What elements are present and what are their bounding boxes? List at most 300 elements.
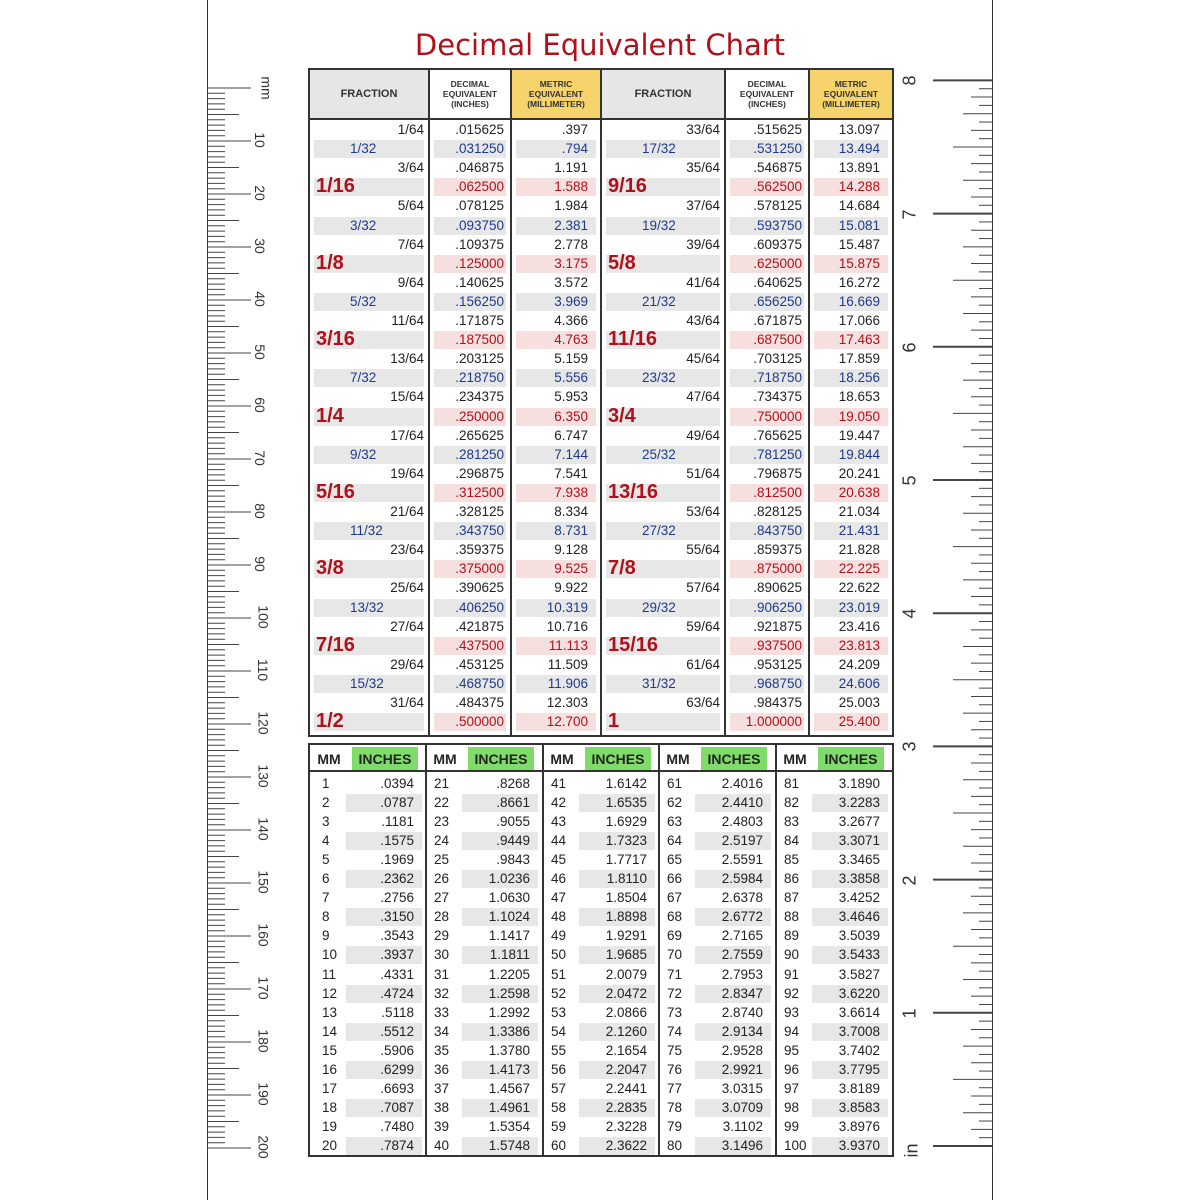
mm-row (426, 851, 542, 870)
inches-value: 2.2441 (605, 1080, 647, 1096)
metric-cell: 21.034 (838, 504, 880, 519)
fraction-cell: 25/32 (642, 446, 676, 462)
inches-header: INCHES (468, 747, 534, 770)
metric-cell: 9.922 (554, 580, 588, 596)
mm-row (776, 908, 892, 927)
decimal-cell: .234375 (455, 389, 504, 405)
fraction-cell: 23/32 (642, 370, 676, 386)
mm-row (543, 794, 659, 813)
fraction-row (310, 293, 892, 312)
decimal-cell: .031250 (455, 141, 504, 157)
mm-row (659, 851, 775, 870)
decimal-cell: .703125 (753, 351, 802, 367)
mm-tick-label: 190 (255, 1082, 272, 1106)
inches-value: .4331 (380, 966, 414, 982)
inch-ruler (900, 0, 993, 1200)
fraction-cell: 5/8 (608, 251, 636, 274)
metric-cell: 1.588 (554, 179, 588, 195)
metric-cell: 13.494 (838, 141, 880, 157)
inches-value: .9055 (496, 814, 530, 830)
decimal-cell: .109375 (455, 236, 504, 252)
mm-row (310, 927, 426, 946)
mm-row (310, 813, 426, 832)
inches-value: 1.0236 (488, 871, 530, 887)
fraction-cell: 61/64 (686, 656, 720, 672)
mm-value: 11 (322, 966, 337, 982)
mm-row (659, 1099, 775, 1118)
decimal-cell: .828125 (753, 504, 802, 519)
mm-value: 85 (784, 852, 800, 868)
fraction-row (310, 328, 892, 351)
decimal-header: DECIMAL EQUIVALENT (INCHES) (442, 79, 498, 109)
fraction-cell: 7/8 (608, 557, 636, 580)
mm-row (543, 966, 659, 985)
decimal-cell: .750000 (753, 408, 802, 424)
mm-tick-label: 160 (255, 923, 272, 947)
mm-value: 53 (551, 1004, 567, 1020)
inches-value: .7874 (380, 1137, 414, 1153)
fraction-cell: 1/4 (316, 404, 344, 427)
fraction-row (310, 350, 892, 369)
inches-value: 1.7717 (605, 852, 647, 868)
mm-tick-label: 30 (251, 238, 268, 254)
metric-cell: 22.622 (838, 580, 880, 596)
metric-cell: 11.113 (548, 637, 588, 653)
mm-row (426, 1004, 542, 1023)
metric-cell: 4.763 (554, 332, 588, 348)
mm-row (426, 1099, 542, 1118)
mm-row (426, 1042, 542, 1061)
mm-value: 50 (551, 947, 567, 963)
mm-value: 54 (551, 1023, 567, 1039)
metric-cell: 19.447 (838, 427, 880, 443)
mm-value: 40 (434, 1137, 450, 1153)
mm-header: MM (783, 750, 807, 767)
fraction-row (310, 465, 892, 484)
inches-value: 3.2283 (838, 795, 880, 811)
mm-value: 3 (322, 814, 330, 830)
mm-value: 9 (322, 928, 330, 944)
decimal-cell: .875000 (753, 561, 802, 577)
decimal-cell: .250000 (455, 408, 504, 424)
fraction-cell: 53/64 (686, 504, 720, 519)
inches-value: 2.2047 (605, 1061, 647, 1077)
mm-row (426, 908, 542, 927)
inch-tick-label: 2 (899, 875, 920, 886)
inches-value: 1.2205 (488, 966, 530, 982)
inches-value: .1969 (380, 852, 414, 868)
mm-header: MM (433, 750, 457, 767)
mm-value: 20 (322, 1137, 338, 1153)
mm-row (426, 813, 542, 832)
mm-row (543, 851, 659, 870)
inches-value: 3.5433 (838, 947, 880, 963)
fraction-header: FRACTION (310, 70, 428, 118)
inches-value: .1575 (380, 833, 414, 849)
mm-row (310, 1042, 426, 1061)
fraction-cell: 13/64 (390, 351, 424, 367)
page-title: Decimal Equivalent Chart (414, 28, 786, 62)
inches-value: 1.1024 (488, 909, 530, 925)
mm-value: 28 (434, 909, 450, 925)
fraction-cell: 43/64 (686, 313, 720, 328)
mm-row (426, 927, 542, 946)
inches-value: 1.6142 (605, 776, 647, 791)
mm-value: 91 (784, 966, 800, 982)
mm-value: 51 (551, 966, 567, 982)
mm-row (659, 1042, 775, 1061)
inches-value: 1.3386 (488, 1023, 530, 1039)
decimal-cell: .734375 (753, 389, 802, 405)
inch-tick-label: 4 (899, 608, 920, 619)
fraction-cell: 51/64 (686, 465, 720, 481)
inches-value: 1.5354 (488, 1118, 530, 1134)
metric-cell: 23.416 (838, 618, 880, 634)
mm-row (776, 870, 892, 889)
fraction-row (310, 522, 892, 541)
mm-value: 19 (322, 1118, 338, 1134)
inches-value: .2756 (380, 890, 414, 906)
mm-value: 72 (667, 985, 683, 1001)
metric-cell: 17.066 (838, 313, 880, 328)
mm-value: 14 (322, 1023, 338, 1039)
fraction-row (310, 618, 892, 637)
mm-value: 77 (667, 1080, 683, 1096)
decimal-cell: .453125 (455, 656, 504, 672)
inches-value: 2.0079 (605, 966, 647, 982)
decimal-cell: .281250 (455, 446, 504, 462)
fraction-cell: 23/64 (390, 542, 424, 558)
mm-row (659, 794, 775, 813)
mm-row (543, 1080, 659, 1099)
mm-row (543, 908, 659, 927)
mm-row (310, 775, 426, 794)
fraction-cell: 13/32 (350, 599, 384, 615)
mm-row (776, 1061, 892, 1080)
decimal-cell: .859375 (753, 542, 802, 558)
decimal-cell: .328125 (455, 504, 504, 519)
mm-value: 75 (667, 1042, 683, 1058)
fraction-cell: 55/64 (686, 542, 720, 558)
fraction-cell: 31/32 (642, 675, 676, 691)
mm-value: 23 (434, 814, 450, 830)
metric-header: METRIC EQUIVALENT (MILLIMETER) (512, 70, 600, 118)
fraction-cell: 39/64 (686, 236, 720, 252)
decimal-cell: .093750 (455, 217, 504, 233)
inches-value: 1.0630 (488, 890, 530, 906)
fraction-row (310, 599, 892, 618)
inches-value: 3.3858 (838, 871, 880, 887)
metric-cell: 14.288 (838, 179, 880, 195)
inches-value: 2.0472 (605, 985, 647, 1001)
mm-row (776, 966, 892, 985)
mm-value: 78 (667, 1099, 683, 1115)
mm-value: 55 (551, 1042, 567, 1058)
inches-value: .3543 (380, 928, 414, 944)
mm-unit-label: mm (258, 76, 275, 100)
decimal-header-2: DECIMAL EQUIVALENT (INCHES) (739, 79, 795, 109)
fraction-row (310, 541, 892, 560)
decimal-cell: .562500 (753, 179, 802, 195)
mm-row (659, 985, 775, 1004)
metric-cell: 19.050 (838, 408, 880, 424)
metric-cell: 1.984 (554, 198, 588, 214)
mm-tick-label: 110 (255, 658, 272, 682)
inches-value: 1.3780 (488, 1042, 530, 1058)
decimal-cell: .421875 (455, 618, 504, 634)
metric-cell: 2.778 (554, 236, 588, 252)
mm-value: 27 (434, 890, 450, 906)
metric-cell: .397 (561, 122, 588, 137)
fraction-cell: 45/64 (686, 351, 720, 367)
mm-tick-label: 90 (251, 556, 268, 572)
decimal-cell: .656250 (753, 293, 802, 309)
inches-value: 2.3228 (605, 1118, 647, 1134)
inches-value: 1.4567 (488, 1080, 530, 1096)
decimal-cell: .140625 (455, 274, 504, 290)
mm-row (543, 1061, 659, 1080)
metric-cell: 10.319 (546, 599, 588, 615)
fraction-cell: 19/32 (642, 217, 676, 233)
fraction-row (310, 427, 892, 446)
metric-cell: 22.225 (838, 561, 880, 577)
mm-row (776, 889, 892, 908)
mm-tick-label: 40 (251, 291, 268, 307)
mm-row (426, 889, 542, 908)
mm-row (659, 889, 775, 908)
metric-cell: 16.272 (838, 274, 880, 290)
mm-value: 99 (784, 1118, 800, 1134)
mm-tick-label: 10 (251, 132, 268, 148)
mm-row (426, 1023, 542, 1042)
col-divider (425, 745, 427, 1155)
mm-row (776, 946, 892, 965)
decimal-cell: .812500 (753, 484, 802, 500)
mm-row (659, 1004, 775, 1023)
mm-tick-label: 200 (255, 1135, 272, 1159)
mm-value: 43 (551, 814, 567, 830)
mm-value: 25 (434, 852, 450, 868)
mm-row (659, 908, 775, 927)
decimal-cell: .937500 (753, 637, 802, 653)
mm-row (543, 1118, 659, 1137)
mm-value: 6 (322, 871, 330, 887)
inches-value: 1.1417 (488, 928, 530, 944)
fraction-cell: 11/32 (350, 523, 383, 539)
mm-value: 56 (551, 1061, 567, 1077)
mm-value: 26 (434, 871, 450, 887)
inches-value: 1.1811 (489, 947, 530, 963)
decimal-cell: .843750 (753, 523, 802, 539)
inches-value: 3.1102 (722, 1118, 763, 1134)
mm-row (543, 1042, 659, 1061)
inches-value: 1.8898 (605, 909, 647, 925)
mm-row (776, 1023, 892, 1042)
metric-cell: 15.487 (838, 236, 880, 252)
inches-value: .5118 (381, 1004, 414, 1020)
metric-header-2: METRIC EQUIVALENT (MILLIMETER) (810, 70, 892, 118)
mm-row (659, 966, 775, 985)
decimal-cell: .062500 (455, 179, 504, 195)
metric-cell: 2.381 (554, 217, 588, 233)
fraction-cell: 7/16 (316, 633, 355, 656)
metric-cell: 5.953 (554, 389, 588, 405)
fraction-cell: 15/64 (390, 389, 424, 405)
metric-cell: 5.556 (554, 370, 588, 386)
mm-tick-label: 180 (255, 1029, 272, 1053)
mm-tick-label: 70 (251, 450, 268, 466)
inches-value: 3.1496 (721, 1137, 763, 1153)
metric-cell: 7.541 (554, 465, 588, 481)
mm-value: 71 (667, 966, 683, 982)
fraction-cell: 15/16 (608, 633, 659, 656)
inches-value: 2.1260 (605, 1023, 647, 1039)
inches-value: 3.8976 (838, 1118, 880, 1134)
metric-cell: 24.209 (838, 656, 880, 672)
fraction-cell: 33/64 (686, 122, 720, 137)
decimal-cell: .406250 (455, 599, 504, 615)
mm-row (310, 966, 426, 985)
mm-value: 1 (322, 776, 330, 791)
mm-value: 4 (322, 833, 330, 849)
inches-value: 2.9921 (721, 1061, 763, 1077)
metric-cell: 24.606 (838, 675, 880, 691)
inches-value: 1.7323 (605, 833, 647, 849)
mm-row (310, 1061, 426, 1080)
decimal-cell: .265625 (455, 427, 504, 443)
inches-value: 3.0709 (721, 1099, 763, 1115)
inches-value: .8268 (496, 776, 530, 791)
inches-value: 1.6535 (605, 795, 647, 811)
metric-cell: 12.700 (546, 714, 588, 730)
decimal-cell: .531250 (753, 141, 802, 157)
inches-value: 2.1654 (605, 1042, 647, 1058)
inches-value: 2.2835 (605, 1099, 647, 1115)
mm-tick-label: 120 (255, 711, 272, 735)
decimal-cell: .890625 (753, 580, 802, 596)
mm-row (659, 1118, 775, 1137)
mm-value: 52 (551, 985, 567, 1001)
decimal-cell: .078125 (455, 198, 504, 214)
metric-cell: 21.431 (838, 523, 880, 539)
inches-value: 2.7953 (721, 966, 763, 982)
mm-value: 87 (784, 890, 800, 906)
fraction-cell: 63/64 (686, 695, 720, 710)
mm-value: 37 (434, 1080, 450, 1096)
fraction-row (310, 675, 892, 694)
mm-row (776, 1099, 892, 1118)
decimal-cell: 1.000000 (745, 714, 802, 730)
mm-row (776, 775, 892, 794)
mm-row (543, 985, 659, 1004)
mm-value: 45 (551, 852, 567, 868)
mm-value: 13 (322, 1004, 338, 1020)
col-divider (542, 745, 544, 1155)
mm-row (310, 870, 426, 889)
fraction-cell: 3/4 (608, 404, 636, 427)
fraction-cell: 19/64 (390, 465, 424, 481)
decimal-cell: .312500 (455, 484, 504, 500)
mm-row (310, 1137, 426, 1156)
inches-value: 2.4803 (721, 814, 763, 830)
inches-value: 1.2598 (488, 985, 530, 1001)
mm-row (543, 1023, 659, 1042)
mm-row (426, 832, 542, 851)
mm-row (776, 1118, 892, 1137)
inches-value: .1181 (381, 814, 414, 830)
metric-cell: 3.969 (554, 293, 588, 309)
fraction-cell: 9/64 (397, 274, 424, 290)
fraction-cell: 9/16 (608, 175, 647, 198)
mm-row (776, 794, 892, 813)
decimal-cell: .984375 (753, 695, 802, 710)
metric-cell: 17.859 (838, 351, 880, 367)
fraction-row (310, 404, 892, 427)
inches-value: 2.9134 (721, 1023, 763, 1039)
decimal-cell: .796875 (753, 465, 802, 481)
fraction-cell: 11/16 (608, 328, 657, 351)
metric-cell: 11.906 (547, 675, 588, 691)
fraction-row (310, 312, 892, 331)
decimal-cell: .578125 (753, 198, 802, 214)
mm-value: 89 (784, 928, 800, 944)
inches-header: INCHES (818, 747, 884, 770)
fraction-cell: 3/8 (316, 557, 344, 580)
inches-value: 1.8110 (606, 871, 647, 887)
inch-tick-label: 8 (899, 75, 920, 86)
inches-value: 3.4646 (838, 909, 880, 925)
fraction-row (310, 694, 892, 713)
mm-value: 38 (434, 1099, 450, 1115)
decimal-cell: .390625 (455, 580, 504, 596)
mm-value: 21 (434, 776, 450, 791)
fraction-cell: 1/32 (350, 141, 377, 157)
inches-value: 3.8583 (838, 1099, 880, 1115)
col-divider (658, 745, 660, 1155)
mm-value: 8 (322, 909, 330, 925)
mm-ruler (207, 0, 267, 1200)
metric-cell: 4.366 (554, 313, 588, 328)
metric-cell: 19.844 (838, 446, 880, 462)
inches-value: 3.3071 (838, 833, 880, 849)
mm-value: 92 (784, 985, 800, 1001)
mm-tick-label: 100 (255, 605, 272, 629)
metric-cell: 18.653 (838, 389, 880, 405)
decimal-cell: .218750 (455, 370, 504, 386)
mm-value: 48 (551, 909, 567, 925)
mm-value: 95 (784, 1042, 800, 1058)
mm-value: 94 (784, 1023, 800, 1039)
fraction-cell: 3/64 (397, 160, 424, 176)
decimal-cell: .156250 (455, 293, 504, 309)
fraction-row (310, 236, 892, 255)
mm-row (659, 1061, 775, 1080)
mm-value: 10 (322, 947, 338, 963)
mm-row (426, 794, 542, 813)
metric-cell: 6.747 (554, 427, 588, 443)
mm-value: 47 (551, 890, 567, 906)
mm-tick-label: 60 (251, 397, 268, 413)
inches-value: 2.5591 (721, 852, 763, 868)
mm-row (310, 1004, 426, 1023)
inches-value: 2.9528 (721, 1042, 763, 1058)
fraction-row (310, 633, 892, 656)
mm-header: MM (550, 750, 574, 767)
mm-row (776, 813, 892, 832)
inches-value: .3150 (380, 909, 414, 925)
mm-value: 57 (551, 1080, 567, 1096)
mm-row (426, 946, 542, 965)
